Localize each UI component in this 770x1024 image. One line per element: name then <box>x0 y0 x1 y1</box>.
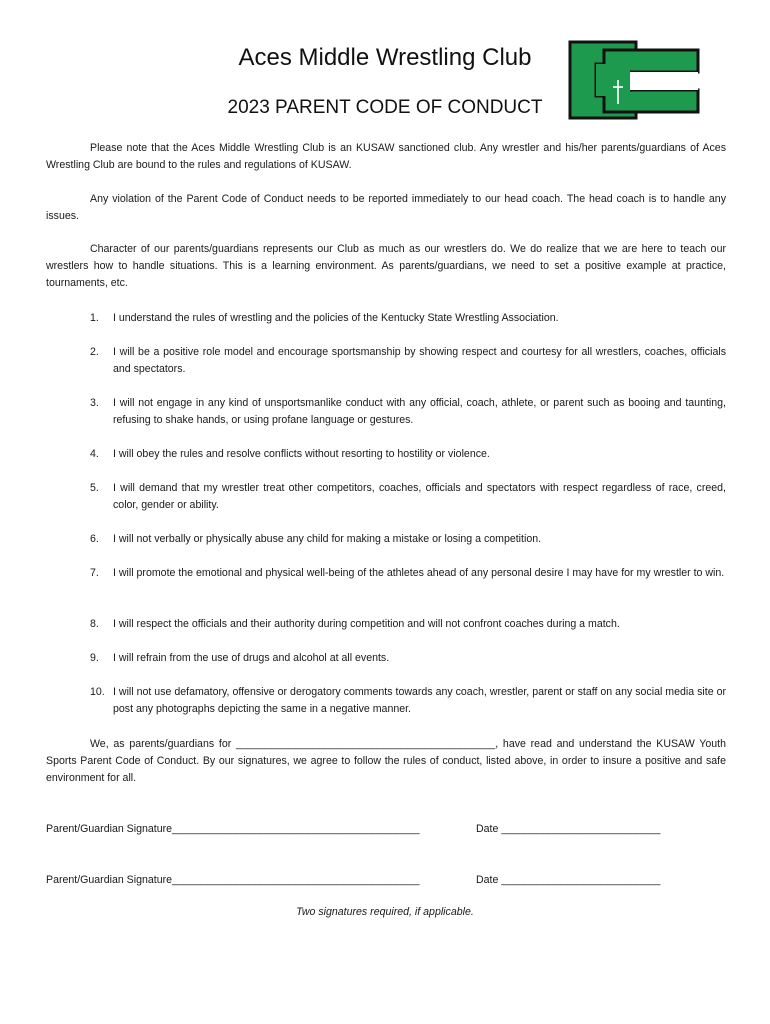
document-title: Aces Middle Wrestling Club <box>238 44 532 71</box>
rule-item <box>90 650 726 667</box>
rule-text: I will refrain from the use of drugs and alcohol at all events. <box>113 652 390 664</box>
rule-item <box>90 310 726 327</box>
date-field-2[interactable]: Date ___________________________ <box>476 874 661 886</box>
rule-text: I will respect the officials and their authority during competition and will not confront coaches during a match. <box>113 618 620 630</box>
rule-text: I will be a positive role model and encourage sportsmanship by showing respect and courtesy for all wrestlers, coaches, officials and spectators. <box>113 346 726 375</box>
rule-text: I will demand that my wrestler treat other competitors, coaches, officials and spectators with respect regardless of race, creed, color, gender or ability. <box>113 482 726 511</box>
agreement-paragraph: We, as parents/guardians for ____________________________________________, have read and understand the KUSAW Youth Sports Parent Code of Conduct. By our signatures, we agree to follow the rules of conduct, listed above, in order to insure a positive and safe environment for all. <box>46 738 726 784</box>
rule-number: 9. <box>90 652 99 664</box>
rule-text: I understand the rules of wrestling and the policies of the Kentucky State Wrestling Association. <box>113 312 559 324</box>
rule-item <box>90 531 726 548</box>
date-field-1[interactable]: Date ___________________________ <box>476 823 661 835</box>
rule-number: 2. <box>90 346 99 358</box>
club-logo <box>566 40 702 120</box>
rule-text: I will not use defamatory, offensive or derogatory comments towards any coach, wrestler, parent or staff on any social media site or post any photographs depicting the same in a negative manner. <box>113 686 726 715</box>
rule-number: 6. <box>90 533 99 545</box>
rule-text: I will not verbally or physically abuse any child for making a mistake or losing a competition. <box>113 533 542 545</box>
rule-number: 3. <box>90 397 99 409</box>
rule-number: 7. <box>90 567 99 579</box>
document-subtitle: 2023 PARENT CODE OF CONDUCT <box>227 97 543 118</box>
rule-number: 1. <box>90 312 99 324</box>
rule-text: I will promote the emotional and physical well-being of the athletes ahead of any personal desire I may have for my wrestler to win. <box>113 567 725 579</box>
intro-paragraph-violation: Any violation of the Parent Code of Conduct needs to be reported immediately to our head coach. The head coach is to handle any issues. <box>46 193 726 222</box>
rule-item <box>90 395 726 429</box>
rule-item <box>90 565 726 582</box>
intro-paragraph-character: Character of our parents/guardians represents our Club as much as our wrestlers do. We do realize that we are here to teach our wrestlers how to handle situations. This is a learning environment. As parents/guardians, we need to set a positive example at practice, tournaments, etc. <box>46 243 726 289</box>
signature-field-1[interactable]: Parent/Guardian Signature__________________________________________ <box>46 823 420 835</box>
rule-number: 8. <box>90 618 99 630</box>
rule-item <box>90 446 726 463</box>
rule-number: 5. <box>90 482 99 494</box>
intro-paragraph-kusaw: Please note that the Aces Middle Wrestling Club is an KUSAW sanctioned club. Any wrestler and his/her parents/guardians of Aces Wrestling Club are bound to the rules and regulations of KUSAW. <box>46 142 726 171</box>
rule-item <box>90 684 726 718</box>
rule-item <box>90 616 726 633</box>
rule-number: 4. <box>90 448 99 460</box>
rule-item <box>90 344 726 378</box>
rule-text: I will obey the rules and resolve conflicts without resorting to hostility or violence. <box>113 448 490 460</box>
signature-field-2[interactable]: Parent/Guardian Signature__________________________________________ <box>46 874 420 886</box>
rule-item <box>90 480 726 514</box>
rule-text: I will not engage in any kind of unsportsmanlike conduct with any official, coach, athlete, or parent such as booing and taunting, refusing to shake hands, or using profane language or gestures. <box>113 397 726 426</box>
rule-number: 10. <box>90 686 105 698</box>
signature-note: Two signatures required, if applicable. <box>296 906 474 918</box>
